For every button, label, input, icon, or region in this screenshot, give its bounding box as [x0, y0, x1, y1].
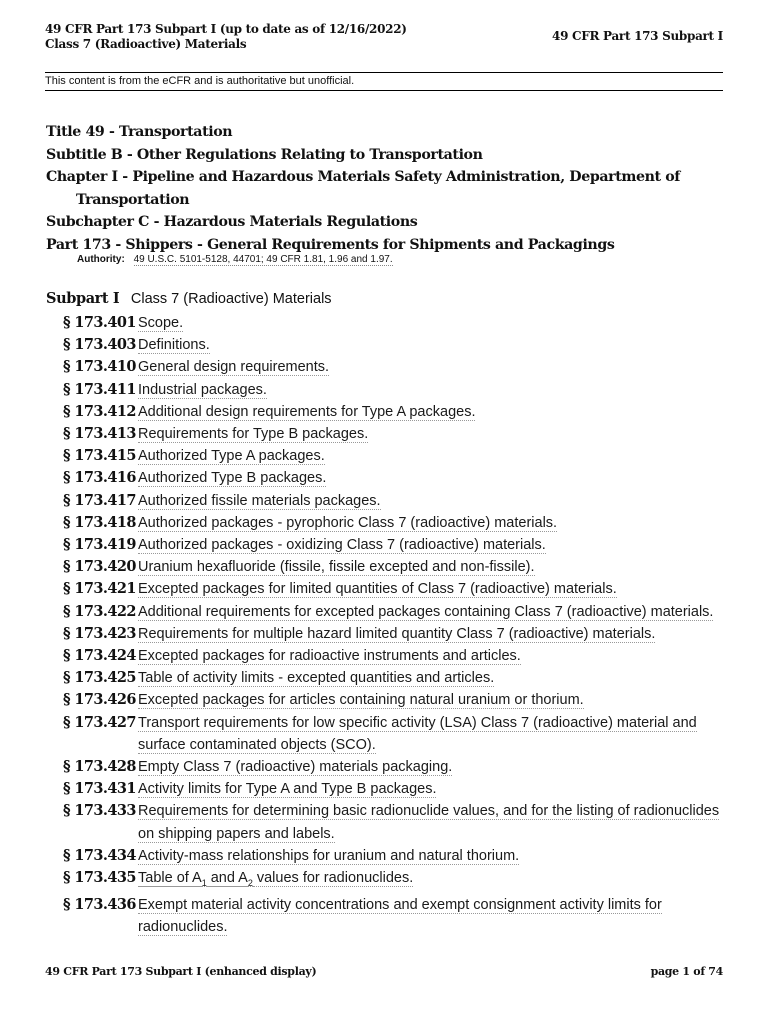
subtitle-heading: Subtitle B - Other Regulations Relating to Transportation: [46, 146, 483, 163]
toc-row[interactable]: [63, 445, 733, 467]
section-title-link[interactable]: [138, 423, 733, 445]
header-doc-line1: 49 CFR Part 173 Subpart I (up to date as of 12/16/2022): [45, 22, 407, 36]
section-title-link[interactable]: [138, 312, 733, 334]
section-number: § 173.416: [63, 469, 136, 487]
section-title-link[interactable]: [138, 490, 733, 512]
section-title-text: Activity limits for Type A and Type B packages.: [138, 781, 437, 798]
section-number: § 173.435: [63, 869, 136, 887]
toc-row[interactable]: [63, 512, 733, 534]
section-number: § 173.422: [63, 602, 136, 620]
section-number: § 173.431: [63, 780, 136, 798]
section-title-text: [138, 870, 413, 887]
chapter-heading-cont: Transportation: [76, 191, 190, 208]
toc-row[interactable]: [63, 423, 733, 445]
subpart-heading: [46, 290, 332, 308]
toc-row[interactable]: [63, 756, 733, 778]
title-fragment: Table of A: [138, 870, 202, 887]
toc-row[interactable]: [63, 334, 733, 356]
toc-row[interactable]: [63, 401, 733, 423]
section-number: § 173.411: [63, 380, 136, 398]
toc-row[interactable]: [63, 356, 733, 378]
section-title-link[interactable]: [138, 689, 733, 711]
title-heading: Title 49 - Transportation: [46, 124, 233, 140]
section-title-link[interactable]: [138, 534, 733, 556]
subscript: 2: [247, 877, 253, 888]
section-number: § 173.412: [63, 402, 136, 420]
section-number: § 173.427: [63, 713, 136, 731]
section-title-text: Authorized packages - oxidizing Class 7 (radioactive) materials.: [138, 537, 546, 554]
section-title-text: Additional requirements for excepted packages containing Class 7 (radioactive) materials.: [138, 603, 714, 620]
section-number: § 173.426: [63, 691, 136, 709]
section-number: § 173.423: [63, 624, 136, 642]
section-number: § 173.415: [63, 447, 136, 465]
subscript: 1: [201, 877, 207, 888]
section-title-text: Excepted packages for articles containing natural uranium or thorium.: [138, 692, 584, 709]
section-title-link[interactable]: [138, 867, 733, 894]
authority-notice: This content is from the eCFR and is authoritative but unofficial.: [45, 72, 723, 91]
authority-line: [77, 254, 393, 265]
section-number: § 173.424: [63, 647, 136, 665]
section-title-link[interactable]: [138, 356, 733, 378]
section-number: § 173.433: [63, 802, 136, 820]
header-doc-line2: Class 7 (Radioactive) Materials: [45, 37, 247, 51]
toc-row[interactable]: [63, 712, 733, 756]
toc-row[interactable]: [63, 845, 733, 867]
section-title-link[interactable]: [138, 556, 733, 578]
subpart-label: Subpart I: [46, 290, 120, 307]
toc-row[interactable]: [63, 689, 733, 711]
section-title-link[interactable]: [138, 623, 733, 645]
section-title-text: Transport requirements for low specific activity (LSA) Class 7 (radioactive) material and surface contaminated objects (SCO).: [138, 714, 697, 753]
toc-row[interactable]: [63, 867, 733, 894]
toc-row[interactable]: [63, 578, 733, 600]
section-number: § 173.420: [63, 558, 136, 576]
section-title-text: Requirements for determining basic radionuclide values, and for the listing of radionuclides on shipping papers and labels.: [138, 803, 720, 842]
section-title-link[interactable]: [138, 334, 733, 356]
title-fragment: and A: [206, 870, 248, 887]
section-title-link[interactable]: [138, 845, 733, 867]
section-title-link[interactable]: [138, 467, 733, 489]
toc-row[interactable]: [63, 312, 733, 334]
toc-row[interactable]: [63, 534, 733, 556]
section-title-link[interactable]: [138, 667, 733, 689]
subpart-title: Class 7 (Radioactive) Materials: [130, 291, 332, 307]
toc-row[interactable]: [63, 490, 733, 512]
section-title-text: Requirements for multiple hazard limited quantity Class 7 (radioactive) materials.: [138, 625, 656, 642]
section-title-text: Requirements for Type B packages.: [138, 426, 369, 443]
section-title-text: Scope.: [138, 315, 184, 331]
table-of-contents: [63, 312, 733, 939]
section-number: § 173.436: [63, 896, 136, 914]
section-title-text: Definitions.: [138, 337, 210, 354]
footer-doc-label: 49 CFR Part 173 Subpart I (enhanced display): [45, 965, 317, 978]
section-title-link[interactable]: [138, 401, 733, 423]
section-number: § 173.418: [63, 513, 136, 531]
subchapter-heading: Subchapter C - Hazardous Materials Regulations: [46, 214, 418, 230]
section-title-text: Excepted packages for limited quantities of Class 7 (radioactive) materials.: [138, 581, 617, 598]
section-number: § 173.417: [63, 491, 136, 509]
section-title-link[interactable]: [138, 645, 733, 667]
section-number: § 173.434: [63, 846, 136, 864]
section-title-text: Empty Class 7 (radioactive) materials packaging.: [138, 759, 453, 776]
section-title-text: Additional design requirements for Type A packages.: [138, 403, 476, 420]
toc-row[interactable]: [63, 894, 733, 938]
section-title-link[interactable]: [138, 894, 733, 938]
section-title-link[interactable]: [138, 601, 733, 623]
section-title-link[interactable]: [138, 756, 733, 778]
section-title-text: Uranium hexafluoride (fissile, fissile excepted and non-fissile).: [138, 559, 535, 576]
toc-row[interactable]: [63, 778, 733, 800]
section-title-text: Authorized Type A packages.: [138, 448, 325, 465]
toc-row[interactable]: [63, 800, 733, 844]
section-title-text: Exempt material activity concentrations and exempt consignment activity limits for radionuclides.: [138, 897, 662, 936]
toc-row[interactable]: [63, 667, 733, 689]
section-title-link[interactable]: [138, 578, 733, 600]
toc-row[interactable]: [63, 379, 733, 401]
authority-label: Authority:: [77, 254, 125, 265]
section-title-text: Authorized packages - pyrophoric Class 7 (radioactive) materials.: [138, 514, 558, 531]
section-number: § 173.413: [63, 425, 136, 443]
section-title-link[interactable]: [138, 712, 733, 756]
chapter-heading: Chapter I - Pipeline and Hazardous Materials Safety Administration, Department of: [46, 169, 680, 185]
section-number: § 173.401: [63, 314, 136, 331]
section-number: § 173.421: [63, 580, 136, 598]
section-number: § 173.403: [63, 336, 136, 354]
section-number: § 173.419: [63, 536, 136, 554]
section-title-text: Activity-mass relationships for uranium and natural thorium.: [138, 847, 520, 864]
header-right-label: 49 CFR Part 173 Subpart I: [552, 29, 723, 43]
section-title-link[interactable]: [138, 778, 733, 800]
section-number: § 173.425: [63, 669, 136, 687]
toc-row[interactable]: [63, 623, 733, 645]
authority-link[interactable]: 49 U.S.C. 5101-5128, 44701; 49 CFR 1.81, 1.96 and 1.97.: [133, 254, 393, 265]
section-title-link[interactable]: [138, 379, 733, 401]
toc-row[interactable]: [63, 467, 733, 489]
section-title-link[interactable]: [138, 445, 733, 467]
section-title-text: Excepted packages for radioactive instruments and articles.: [138, 648, 521, 665]
toc-row[interactable]: [63, 645, 733, 667]
section-title-text: General design requirements.: [138, 359, 330, 376]
section-number: § 173.410: [63, 358, 136, 376]
section-title-text: Industrial packages.: [138, 381, 267, 398]
section-title-text: Table of activity limits - excepted quantities and articles.: [138, 670, 495, 687]
running-header: [45, 22, 407, 52]
toc-row[interactable]: [63, 601, 733, 623]
section-number: § 173.428: [63, 758, 136, 776]
section-title-text: Authorized fissile materials packages.: [138, 492, 381, 509]
hierarchy-block: [46, 121, 686, 256]
section-title-link[interactable]: [138, 800, 733, 844]
title-fragment: values for radionuclides.: [252, 870, 414, 887]
toc-row[interactable]: [63, 556, 733, 578]
section-title-text: Authorized Type B packages.: [138, 470, 327, 487]
section-title-link[interactable]: [138, 512, 733, 534]
footer-page-number: page 1 of 74: [650, 965, 723, 978]
part-heading: Part 173 - Shippers - General Requirements for Shipments and Packagings: [46, 236, 615, 253]
